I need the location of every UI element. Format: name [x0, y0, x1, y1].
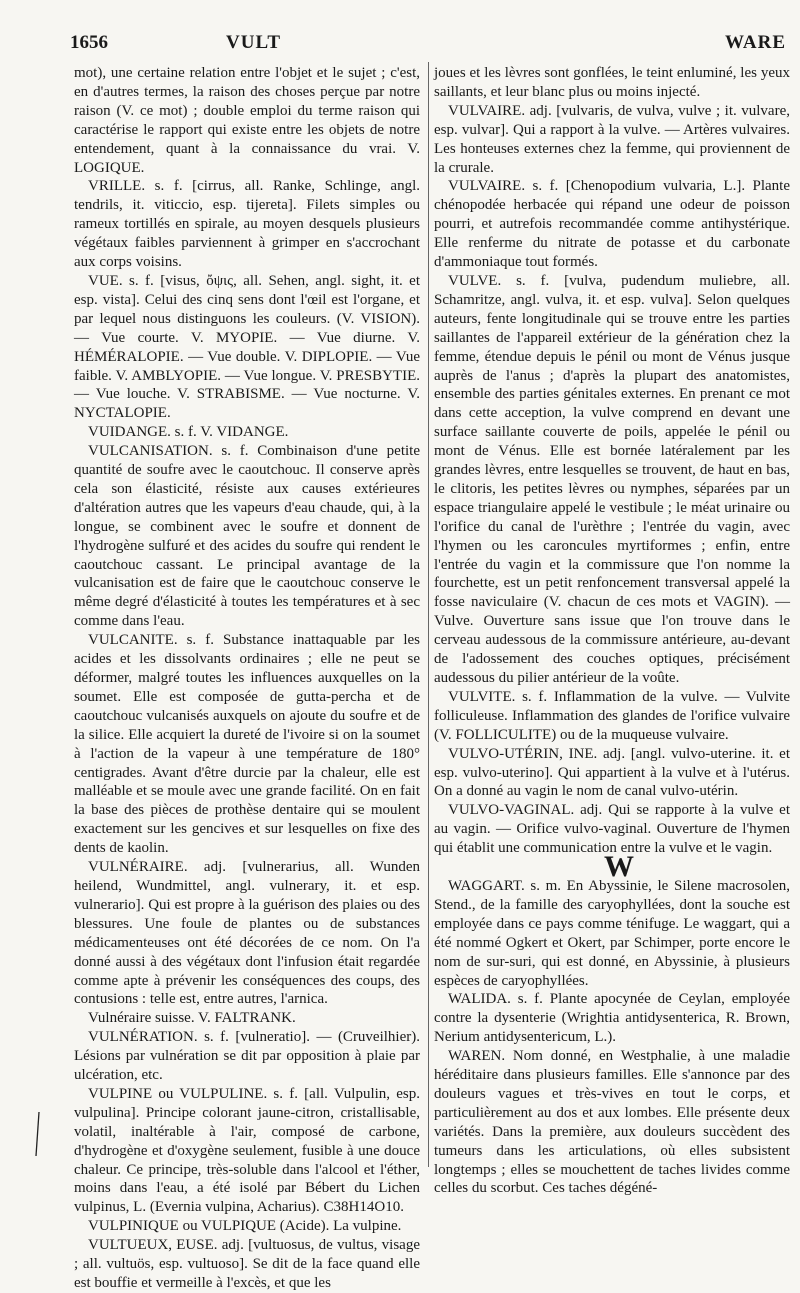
- entry-walida: WALIDA. s. f. Plante apocynée de Ceylan, employée contre la dysenterie (Wrightia antidysenterica, R. Brown, Nerium antidysentericum, L.).: [434, 991, 790, 1046]
- running-header: [70, 32, 800, 58]
- entry-continuation: mot), une certaine relation entre l'objet et le sujet ; c'est, en d'autres termes, la raison des choses perçue par notre raison (V. ce mot) ; double emploi du terme raison qui caractérise le rapport qui existe entre les objets de notre entendement, quant à la connaissance du vrai. V. LOGIQUE.: [74, 65, 420, 176]
- entry-vulcanite: VULCANITE. s. f. Substance inattaquable par les acides et les dissolvants ordinaires ; elle ne peut se déformer, malgré toutes les influences auxquelles on la soumet. Elle est composée de gutta-percha et de caoutchouc vulcanisés auxquels on ajoute du soufre et de la silice. Elle acquiert la dureté de l'ivoire si on la soumet à l'action de la vapeur à une température de 180° centigrades. Avant d'être durcie par la chaleur, elle est malléable et se moule avec une grande facilité. On en fait la base des pièces de prothèse dentaire qui se moulent exactement sur les gencives et sur lesquelles on fixe des dents de kaolin.: [74, 632, 420, 857]
- entry-vultueux: VULTUEUX, EUSE. adj. [vultuosus, de vultus, visage ; all. vultuös, esp. vultuoso]. Se dit de la face quand elle est bouffie et vermeille à l'excès, et que les: [74, 1237, 420, 1291]
- left-guide-word: VULT: [226, 32, 282, 53]
- entry-vulvaire-sf: VULVAIRE. s. f. [Chenopodium vulvaria, L.]. Plante chénopodée herbacée qui répand une odeur de poisson pourri, et autrefois recommandée comme antihystérique. Elle renferme du nitrate de potasse et du carbonate d'ammoniaque tout formés.: [434, 178, 790, 271]
- entry-vue: VUE. s. f. [visus, ὄψις, all. Sehen, angl. sight, it. et esp. vista]. Celui des cinq sens dont l'œil est l'organe, et par lequel nous distinguons les couleurs. (V. VISION). — Vue courte. V. MYOPIE. — Vue diurne. V. HÉMÉRALOPIE. — Vue double. V. DIPLOPIE. — Vue faible. V. AMBLYOPIE. — Vue longue. V. PRESBYTIE. — Vue louche. V. STRABISME. — Vue nocturne. V. NYCTALOPIE.: [74, 272, 420, 422]
- section-letter: W: [604, 850, 634, 884]
- entry-vulvo-uterin: VULVO-UTÉRIN, INE. adj. [angl. vulvo-uterine. it. et esp. vulvo-uterino]. Qui appartient à la vulve et à l'utérus. On a donné au vagin le nom de canal vulvo-utérin.: [434, 745, 790, 800]
- page-number: 1656: [70, 32, 108, 53]
- column-divider: [428, 62, 429, 1167]
- entry-vulvite: VULVITE. s. f. Inflammation de la vulve. — Vulvite folliculeuse. Inflammation des glandes de l'orifice vulvaire (V. FOLLICULITE) ou de la muqueuse vulvaire.: [434, 688, 790, 743]
- entry-waggart: WAGGART. s. m. En Abyssinie, le Silene macrosolen, Stend., de la famille des caryophyllées, dont la souche est employée dans ce pays comme ténifuge. Le waggart, qui a été nommé Ogkert et Okert, par Schimper, porte encore le nom de sur-suri, qui est donné, en Abyssinie, à plusieurs espèces de caryophyllées.: [434, 877, 790, 989]
- right-guide-word: WARE: [724, 32, 786, 53]
- entry-vulpine: VULPINE ou VULPULINE. s. f. [all. Vulpulin, esp. vulpulina]. Principe colorant jaune-citron, cristallisable, volatil, inaltérable à l'air, composé de carbone, d'hydrogène et d'oxygène seulement, fusible à une douce chaleur. Ce principe, très-soluble dans l'alcool et l'éther, moins dans l'eau, a été isolé par Bébert du Lichen vulpinus, L. (Evernia vulpina, Acharius). C38H14O10.: [74, 1085, 420, 1216]
- entry-vulneraire: VULNÉRAIRE. adj. [vulnerarius, all. Wunden heilend, Wundmittel, angl. vulnerary, it. et esp. vulnerario]. Qui est propre à la guérison des plaies ou des blessures. Une foule de plantes ou de substances médicamenteuses ont été décorées de ce nom. On l'a donné aussi à des végétaux dont l'infusion était regardée comme apte à prévenir les conséquences des coups, des contusions : telle est, entre autres, l'arnica.: [74, 859, 420, 1008]
- entry-vulve: VULVE. s. f. [vulva, pudendum muliebre, all. Schamritze, angl. vulva, it. et esp. vulva]. Selon quelques auteurs, fente longitudinale qui se trouve entre les parties saillantes de l'appareil extérieur de la génération chez la femme, étendue depuis le pénil ou mont de Vénus jusque auprès de l'anus ; d'après la plupart des anatomistes, ensemble des parties génitales externes. En prenant ce mot dans cette acception, la vulve comprend en devant une surface saillante couverte de poils, appelée le pénil ou mont de Vénus. Elle est bornée latéralement par les grandes lèvres, entre lesquelles se trouvent, de haut en bas, le clitoris, les petites lèvres ou nymphes, séparées par un espace triangulaire appelé le vestibule ; le méat urinaire ou l'orifice du canal de l'urèthre ; l'entrée du vagin, avec l'hymen ou les caroncules myrtiformes ; enfin, entre l'entrée du vagin et la commissure que l'on nomme la fourchette, est un petit renfoncement transversal appelé la fosse naviculaire (V. chacun de ces mots et VAGIN). — Vulve. Ouverture sans issue que l'on trouve dans le cerveau audessous de la commissure antérieure, au-devant de l'adossement des couches optiques, précisément audessous du pilier antérieur de la voûte.: [434, 272, 790, 686]
- entry-vulvaire-adj: VULVAIRE. adj. [vulvaris, de vulva, vulve ; it. vulvare, esp. vulvar]. Qui a rapport à la vulve. — Artères vulvaires. Les honteuses externes chez la femme, qui proviennent de la crurale.: [434, 102, 790, 176]
- entry-waren: WAREN. Nom donné, en Westphalie, à une maladie héréditaire dans plusieurs familles. Elle s'annonce par des douleurs vagues et très-vives en tout le corps, et particulièrement au dos et aux lombes. Elle présente deux variétés. Dans la première, aux douleurs succèdent des tumeurs dans les articulations, où elles subsistent longtemps ; elles se mouchettent de taches livides comme celles du scorbut. Ces taches dégéné-: [434, 1048, 790, 1197]
- right-column: [434, 64, 790, 1198]
- entry-vuidange: VUIDANGE. s. f. V. VIDANGE.: [88, 424, 289, 441]
- left-column: [74, 64, 420, 1293]
- entry-vulpinique: VULPINIQUE ou VULPIQUE (Acide). La vulpine.: [88, 1218, 402, 1235]
- entry-vrille: VRILLE. s. f. [cirrus, all. Ranke, Schlinge, angl. tendrils, it. viticcio, esp. tijereta]. Filets simples ou rameux tortillés en spirale, au moyen desquels plusieurs végétaux faibles parviennent à grimper en s'accrochant aux corps voisins.: [74, 178, 420, 271]
- entry-vulvo-vaginal: VULVO-VAGINAL. adj. Qui se rapporte à la vulve et au vagin. — Orifice vulvo-vaginal. Ouverture de l'hymen qui établit une communication entre la vulve et le vagin.: [434, 802, 790, 857]
- entry-vulcanisation: VULCANISATION. s. f. Combinaison d'une petite quantité de soufre avec le caoutchouc. Il conserve après cela son élasticité, résiste aux causes extérieures d'altération autres que les vapeurs d'eau chaude, qui, à la longue, se combinent avec le soufre et donnent de l'hydrogène sulfuré et des acides du soufre qui rendent le caoutchouc cassant. Le principal avantage de la vulcanisation est de faire que le caoutchouc conserve le même degré d'élasticité à toutes les températures et à sec comme dans l'eau.: [74, 443, 420, 630]
- entry-continuation-right: joues et les lèvres sont gonflées, le teint enluminé, les yeux saillants, et leur blanc plus ou moins injecté.: [434, 65, 790, 100]
- entry-vulneraire-suisse: Vulnéraire suisse. V. FALTRANK.: [88, 1010, 296, 1027]
- entry-vulneration: VULNÉRATION. s. f. [vulneratio]. — (Cruveilhier). Lésions par vulnération se dit par opposition à plaie par ulcération, etc.: [74, 1029, 420, 1084]
- margin-pencil-mark: [32, 1110, 42, 1160]
